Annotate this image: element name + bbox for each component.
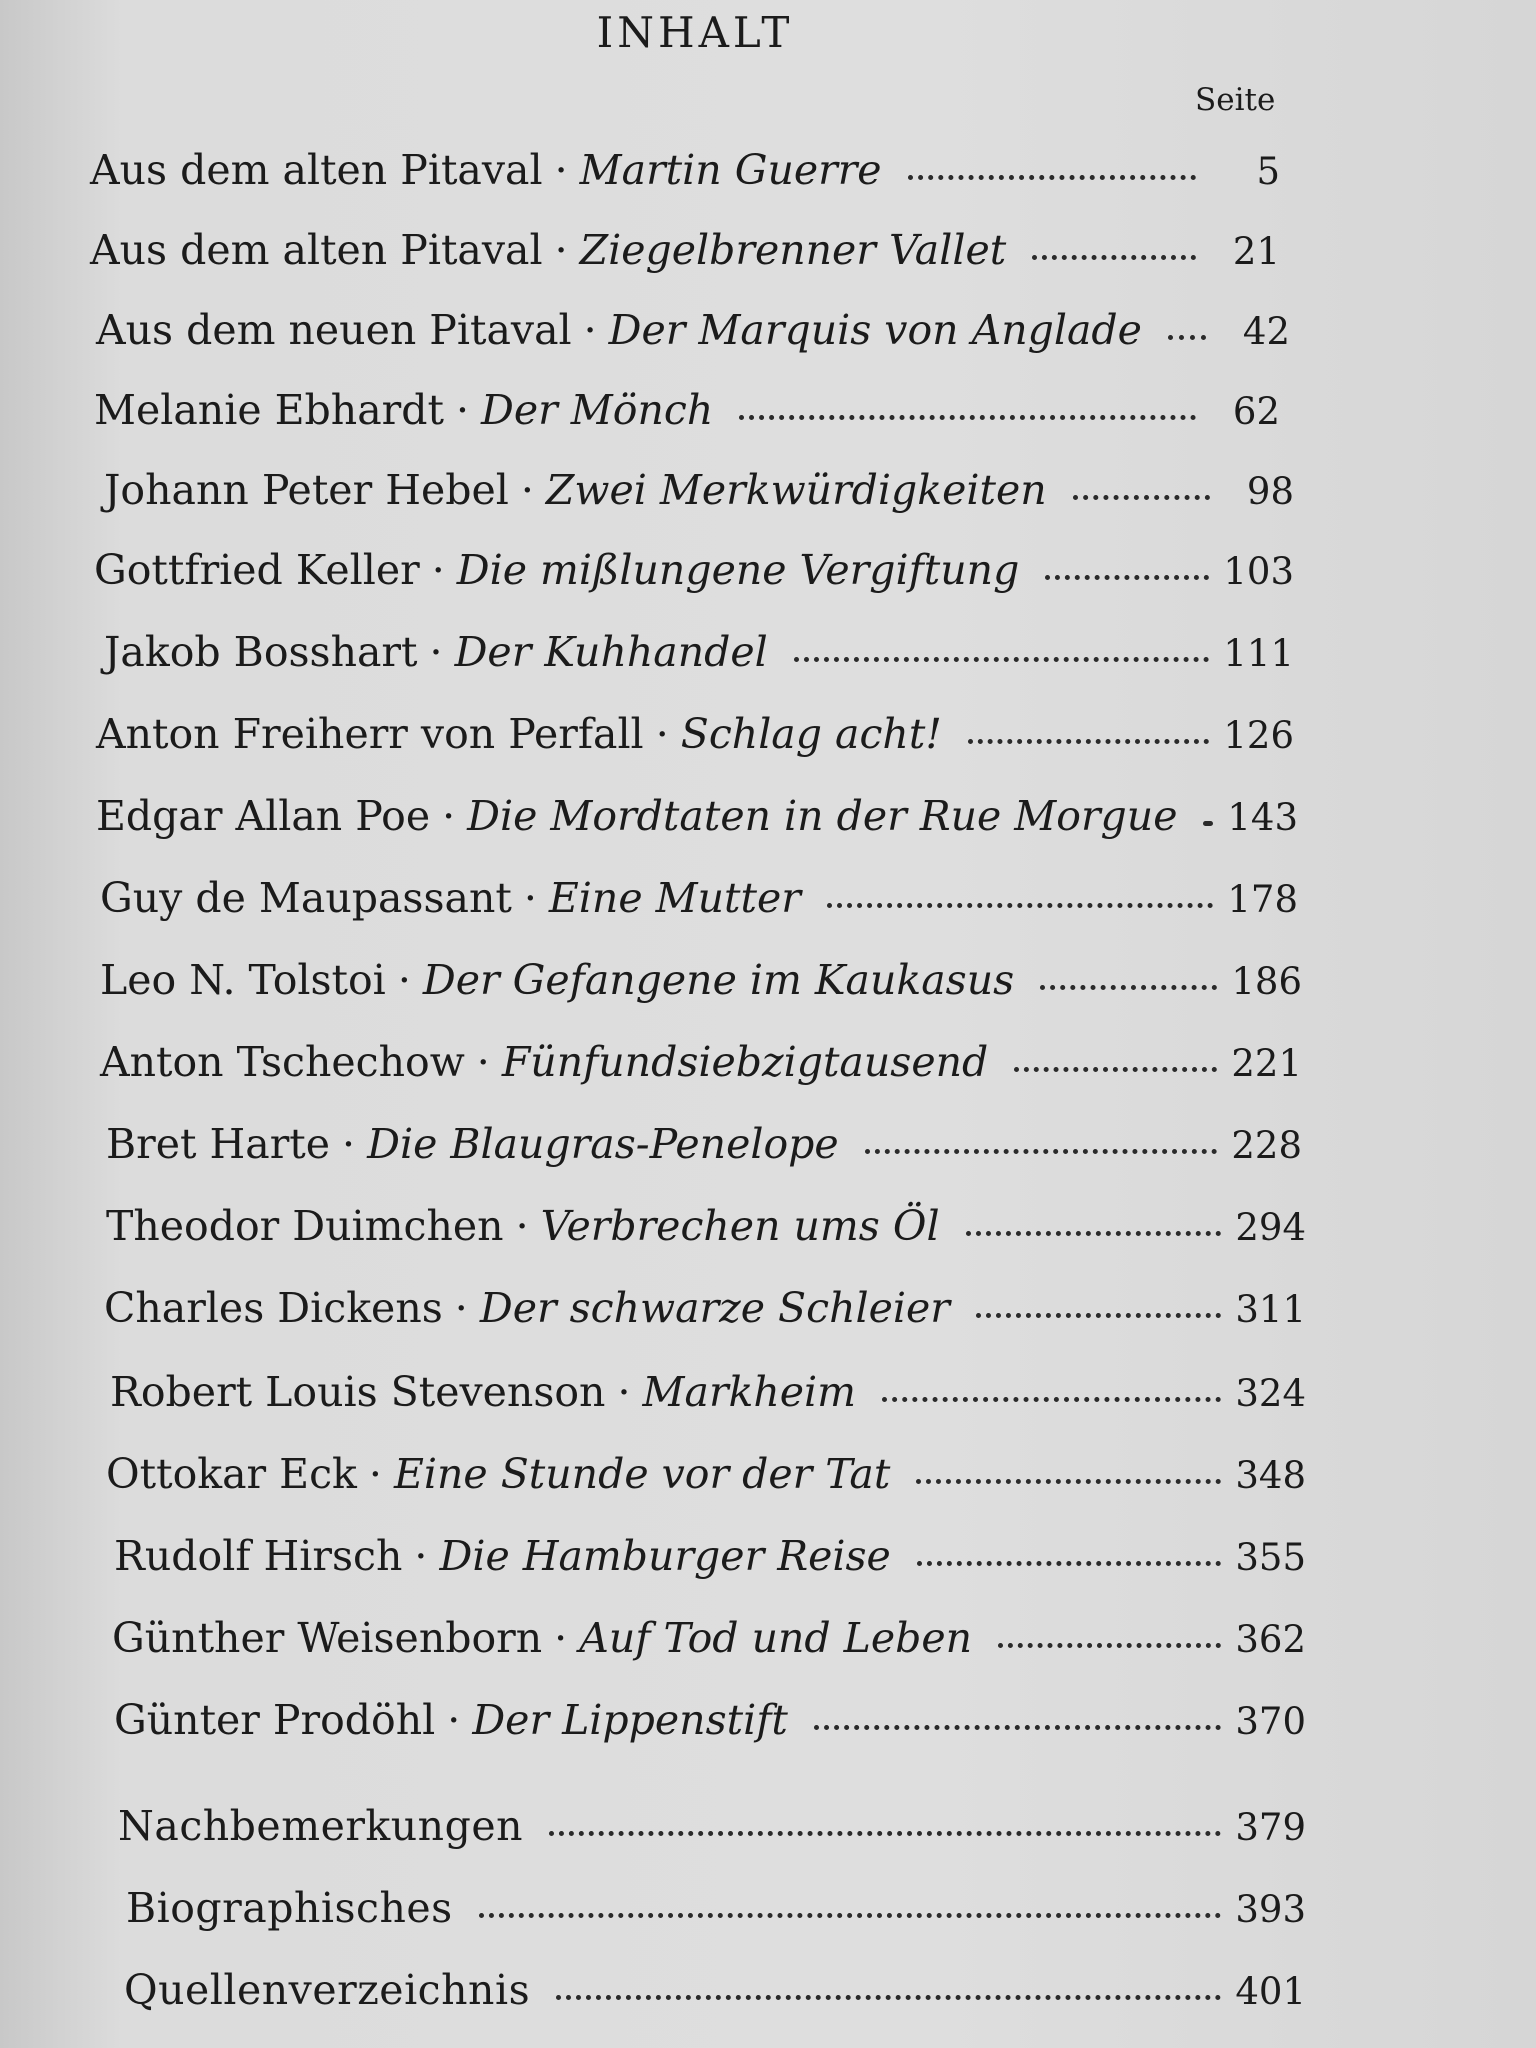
entry-separator: · [368,1450,382,1498]
entry-separator: · [655,710,669,758]
entry-separator: · [429,628,443,676]
page-heading: INHALT [596,8,794,57]
entry-author: Anton Tschechow [100,1038,465,1086]
dot-leader [917,1561,1222,1566]
dot-leader [739,415,1196,420]
entry-author: Melanie Ebhardt [94,386,444,434]
entry-page-number: 324 [1235,1372,1306,1415]
entry-page-number: 62 [1232,390,1280,433]
dot-leader [1203,821,1213,826]
entry-separator: · [523,874,537,922]
page-column-label: Seite [1195,82,1276,118]
entry-title: Die Hamburger Reise [439,1532,891,1580]
entry-title: Martin Guerre [579,146,882,194]
entry-page-number: 355 [1235,1536,1306,1579]
entry-title: Der Mönch [481,386,714,434]
dot-leader [827,903,1214,908]
entry-author: Günther Weisenborn [112,1614,543,1662]
entry-separator: · [414,1532,428,1580]
entry-author: Guy de Maupassant [100,874,512,922]
entry-author: Jakob Bosshart [104,628,418,676]
entry-separator: · [342,1120,356,1168]
dot-leader [908,175,1196,180]
entry-title: Eine Mutter [548,874,801,922]
entry-title: Die Blaugras-Penelope [367,1120,839,1168]
entry-separator: · [476,1038,490,1086]
entry-title: Schlag acht! [680,710,942,758]
entry-page-number: 311 [1235,1288,1306,1331]
dot-leader [998,1643,1221,1648]
entry-author: Charles Dickens [104,1284,443,1332]
entry-section-title: Biographisches [126,1884,453,1932]
entry-title: Auf Tod und Leben [579,1614,973,1662]
entry-title: Markheim [642,1368,857,1416]
dot-leader [966,1231,1222,1236]
toc-entry [114,1696,1306,1744]
dot-leader [916,1479,1221,1484]
entry-page-number: 228 [1231,1124,1302,1167]
entry-author: Anton Freiherr von Perfall [96,710,644,758]
entry-title: Zwei Merkwürdigkeiten [545,466,1047,514]
toc-entry [96,710,1294,758]
dot-leader [976,1313,1222,1318]
entry-separator: · [554,1614,568,1662]
toc-entry [94,546,1294,594]
dot-leader [1040,985,1217,990]
entry-title: Der schwarze Schleier [479,1284,950,1332]
dot-leader [814,1725,1222,1730]
entry-section-title: Nachbemerkungen [118,1802,524,1850]
entry-separator: · [583,306,597,354]
entry-title: Der Lippenstift [472,1696,788,1744]
toc-entry [100,1038,1302,1086]
entry-separator: · [617,1368,631,1416]
entry-separator: · [442,792,456,840]
dot-leader [882,1397,1221,1402]
entry-author: Edgar Allan Poe [96,792,431,840]
entry-separator: · [447,1696,461,1744]
entry-author: Johann Peter Hebel [104,466,509,514]
toc-entry [96,306,1290,354]
entry-title: Der Kuhhandel [454,628,768,676]
entry-author: Gottfried Keller [94,546,420,594]
toc-entry [94,386,1280,434]
entry-author: Rudolf Hirsch [114,1532,403,1580]
entry-page-number: 111 [1223,632,1294,675]
entry-title: Der Marquis von Anglade [608,306,1142,354]
entry-separator: · [431,546,445,594]
entry-separator: · [455,386,470,434]
toc-entry [104,1284,1306,1332]
toc-entry [106,1202,1306,1250]
entry-author: Ottokar Eck [106,1450,357,1498]
toc-entry [114,1532,1306,1580]
dot-leader [1032,255,1196,260]
toc-entry-appendix [118,1802,1306,1850]
dot-leader [794,657,1210,662]
entry-separator: · [520,466,534,514]
entry-title: Verbrechen ums Öl [540,1202,940,1250]
toc-entry [110,1368,1306,1416]
dot-leader [968,739,1210,744]
toc-entry-appendix [124,1966,1306,2014]
dot-leader [549,1831,1221,1836]
dot-leader [1073,495,1210,500]
entry-page-number: 393 [1235,1888,1306,1931]
entry-author: Robert Louis Stevenson [110,1368,606,1416]
toc-entry [100,956,1302,1004]
entry-page-number: 362 [1235,1618,1306,1661]
entry-title: Ziegelbrenner Vallet [579,226,1007,274]
entry-author: Aus dem alten Pitaval [90,146,543,194]
toc-entry [96,792,1298,840]
entry-page-number: 401 [1235,1970,1306,2013]
entry-author: Bret Harte [106,1120,331,1168]
entry-page-number: 143 [1227,796,1298,839]
dot-leader [865,1149,1218,1154]
entry-separator: · [515,1202,529,1250]
entry-page-number: 126 [1223,714,1294,757]
toc-entry [90,146,1280,194]
entry-title: Die mißlungene Vergiftung [456,546,1020,594]
entry-page-number: 294 [1235,1206,1306,1249]
entry-page-number: 379 [1235,1806,1306,1849]
entry-author: Günter Prodöhl [114,1696,436,1744]
entry-page-number: 5 [1256,150,1280,193]
entry-title: Der Gefangene im Kaukasus [422,956,1015,1004]
dot-leader [556,1995,1221,2000]
entry-page-number: 348 [1235,1454,1306,1497]
entry-page-number: 98 [1246,470,1294,513]
entry-author: Leo N. Tolstoi [100,956,386,1004]
entry-separator: · [454,1284,468,1332]
entry-page-number: 186 [1231,960,1302,1003]
dot-leader [479,1913,1222,1918]
entry-page-number: 370 [1235,1700,1306,1743]
entry-page-number: 178 [1227,878,1298,921]
entry-separator: · [554,226,568,274]
entry-page-number: 221 [1231,1042,1302,1085]
entry-section-title: Quellenverzeichnis [124,1966,531,2014]
toc-entry-appendix [126,1884,1306,1932]
entry-author: Theodor Duimchen [106,1202,504,1250]
toc-entry [104,628,1294,676]
toc-entry [112,1614,1306,1662]
entry-separator: · [397,956,411,1004]
dot-leader [1014,1067,1217,1072]
entry-author: Aus dem alten Pitaval [90,226,543,274]
toc-entry [90,226,1280,274]
entry-title: Fünfundsiebzigtausend [501,1038,989,1086]
toc-entry [104,466,1294,514]
dot-leader [1168,335,1206,340]
toc-entry [106,1450,1306,1498]
entry-author: Aus dem neuen Pitaval [96,306,572,354]
entry-separator: · [554,146,568,194]
toc-entry [106,1120,1302,1168]
entry-page-number: 42 [1242,310,1290,353]
toc-entry [100,874,1298,922]
dot-leader [1045,575,1209,580]
entry-title: Die Mordtaten in der Rue Morgue [467,792,1178,840]
entry-title: Eine Stunde vor der Tat [393,1450,891,1498]
entry-page-number: 21 [1232,230,1280,273]
entry-page-number: 103 [1223,550,1294,593]
